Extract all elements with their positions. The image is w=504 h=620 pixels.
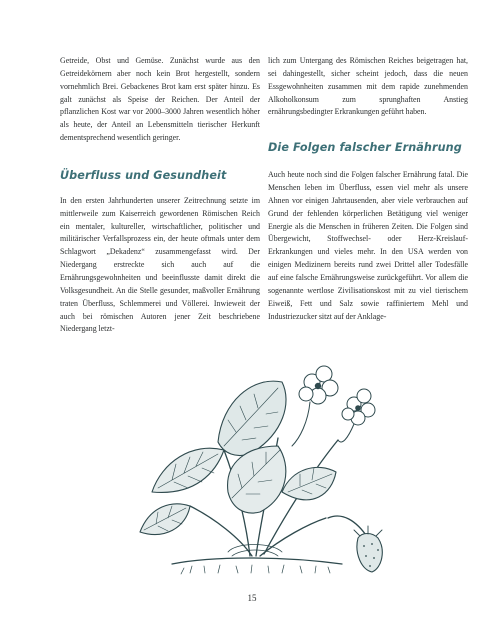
page-number: 15 (247, 593, 257, 603)
right-paragraph-2: Auch heute noch sind die Folgen falscher Ernährung fatal. Die Menschen leben im Überfluss, essen viel mehr als unsere Ahnen vor einigen Jahrtausenden, aber viele verbrauchen auf Grund der fehlenden körperlichen Betätigung viel weniger Energie als die Menschen in früheren Zeiten. Die Folgen sind Übergewicht, Stoffwechsel- oder Herz-Kreislauf-Erkrankungen und vieles mehr. In den USA werden von einigen Medizinern bereits rund zwei Drittel aller Todesfälle auf eine falsche Ernährungsweise zurückgeführt. Vor allem die sogenannte wertlose Zivilisationskost mit zu viel tierischem Eiweiß, Fett und Salz sowie raffiniertem Mehl und Industriezucker sitzt auf der Anklage- (268, 170, 468, 321)
section-heading-folgen: Die Folgen falscher Ernährung (268, 141, 462, 155)
left-column (60, 55, 260, 336)
strawberry-plant-icon (132, 342, 394, 578)
left-paragraph-2: In den ersten Jahrhunderten unserer Zeitrechnung setzte im mittlerweile zum Kaiserreich gewordenen Römischen Reich ein mentaler, kultureller, wirtschaftlicher, politischer und militärischer Verfallsprozess ein, der heute oftmals unter dem Schlagwort „Dekadenz“ zusammengefasst wird. Der Niedergang erstreckte sich auch auf die Ernährungsgewohnheiten und beeinflusste damit direkt die Volksgesundheit. An die Stelle gesunder, maßvoller Ernährung traten Überfluss, Schlemmerei und Völlerei. Inwieweit der auch bei römischen Autoren jener Zeit beschriebene Niedergang letzt- (60, 195, 260, 334)
left-paragraph-1: Getreide, Obst und Gemüse. Zunächst wurde aus den Getreidekörnern aber noch kein Brot hergestellt, sondern vornehmlich Brei. Gebackenes Brot kam erst später hinzu. Es galt zunächst als Speise der Reichen. Der Anteil der pflanzlichen Kost war vor 2000–3000 Jahren wesentlich höher als heute, der Anteil an Lebensmitteln tierischer Herkunft dementsprechend wesentlich geringer. (60, 56, 260, 143)
right-column (268, 55, 468, 323)
section-heading-ueberfluss: Überfluss und Gesundheit (60, 168, 227, 182)
right-paragraph-1: lich zum Untergang des Römischen Reiches beigetragen hat, sei dahingestellt, sicher scheint jedoch, dass die neuen Essgewohnheiten zusammen mit dem rapide zunehmenden Alkoholkonsum zum sprunghaften Anstieg ernährungsbedingter Erkrankungen geführt haben. (268, 56, 468, 117)
